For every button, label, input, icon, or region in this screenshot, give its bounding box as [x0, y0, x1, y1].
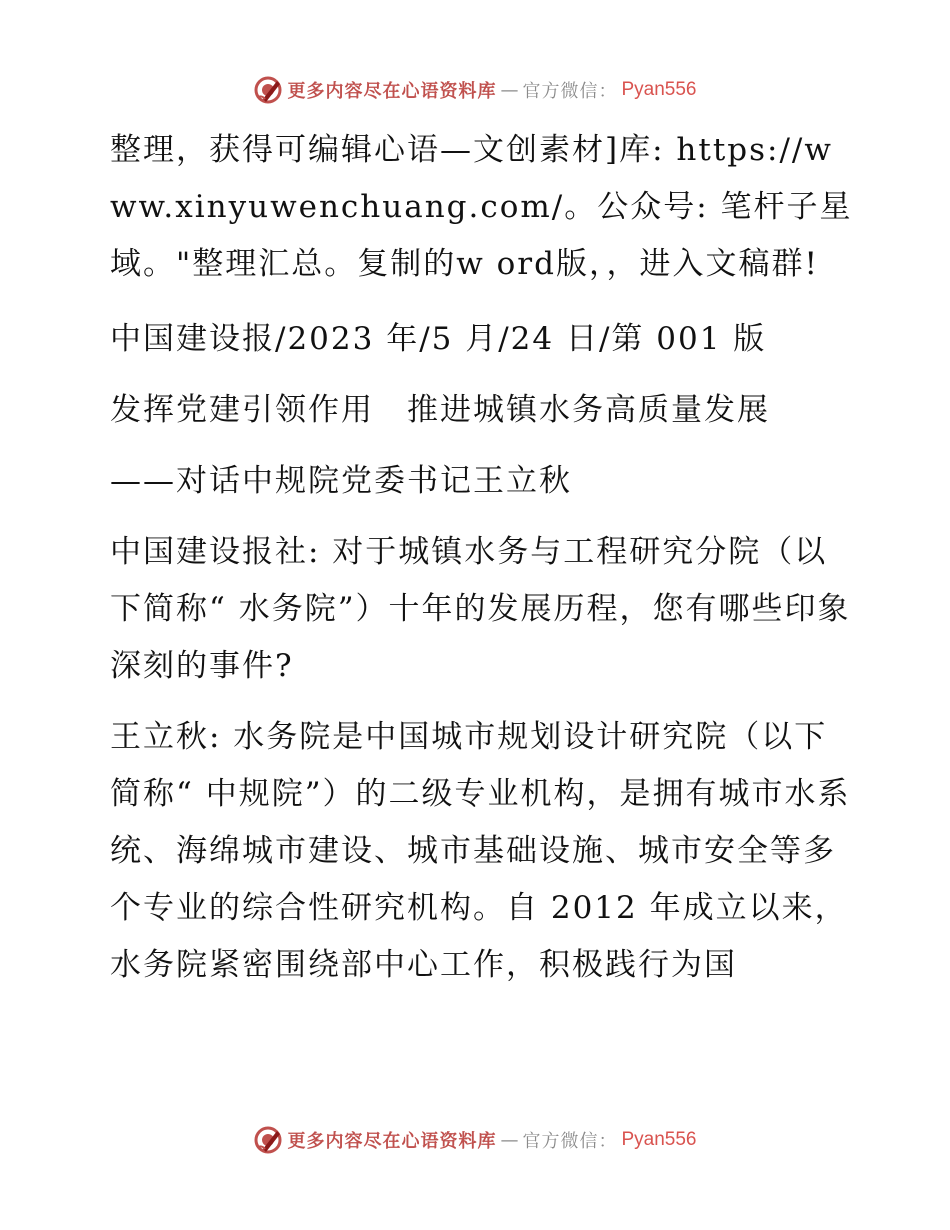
document-body	[98, 122, 858, 994]
footer-banner	[0, 1120, 950, 1160]
question-paragraph: 中国建设报社: 对于城镇水务与工程研究分院（以下简称“ 水务院”）十年的发展历程，您有哪些印象深刻的事件?	[110, 534, 851, 684]
banner-separator: —	[500, 79, 519, 101]
banner-wechat-id: Pyan556	[621, 79, 697, 100]
banner-wechat-id: Pyan556	[621, 1129, 697, 1150]
headline: 发挥党建引领作用 推进城镇水务高质量发展	[110, 392, 770, 428]
banner-separator: —	[500, 1129, 519, 1151]
banner-text: 更多内容尽在心语资料库	[287, 81, 497, 102]
banner-text: 更多内容尽在心语资料库	[287, 1131, 497, 1152]
intro-paragraph: 整理，获得可编辑心语—文创素材]库: https://www.xinyuwenchuang.com/。公众号: 笔杆子星域。"整理汇总。复制的w ord版，，进入文稿群!	[110, 132, 853, 282]
header-banner	[0, 70, 950, 110]
banner-content	[253, 1125, 696, 1155]
banner-wechat-label: 官方微信：	[522, 81, 618, 102]
pen-seal-logo-icon	[253, 1125, 283, 1155]
pen-seal-logo-icon	[253, 75, 283, 105]
answer-paragraph: 王立秋: 水务院是中国城市规划设计研究院（以下简称“ 中规院”）的二级专业机构，是拥有城市水系统、海绵城市建设、城市基础设施、城市安全等多个专业的综合性研究机构。自 2012 年成立以来，水务院紧密围绕部中心工作，积极践行为国	[110, 719, 851, 983]
subheadline: ——对话中规院党委书记王立秋	[110, 463, 572, 499]
banner-content	[253, 75, 696, 105]
source-line: 中国建设报/2023 年/5 月/24 日/第 001 版	[110, 321, 767, 357]
banner-wechat-label: 官方微信：	[522, 1131, 618, 1152]
